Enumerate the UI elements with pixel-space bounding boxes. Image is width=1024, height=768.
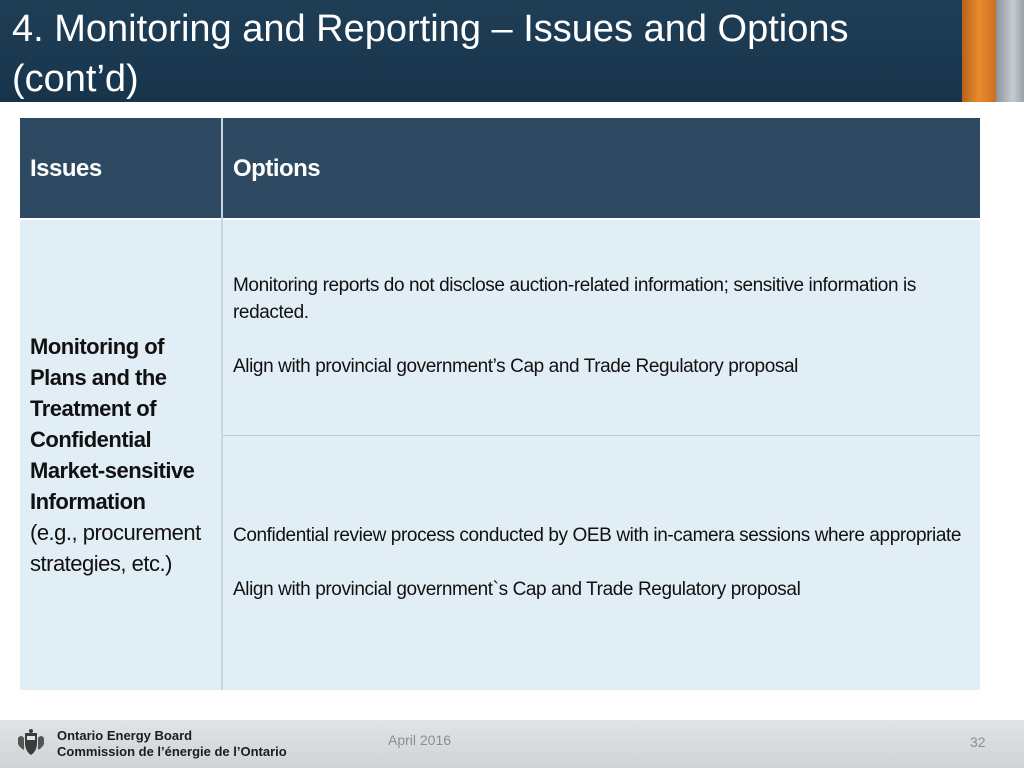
header-issues: Issues [20,118,221,218]
slide-footer [0,720,1024,768]
header-options: Options [223,118,980,218]
issue-title-line: Information [30,489,146,514]
org-name-french: Commission de l’énergie de l’Ontario [57,744,287,759]
issue-cell [20,220,221,690]
issue-example-line: strategies, etc.) [30,551,172,576]
option-paragraph: Align with provincial government’s Cap and Trade Regulatory proposal [233,356,798,377]
issue-title-line: Market-sensitive [30,458,195,483]
page-number: 32 [970,734,986,750]
issue-title-line: Monitoring of [30,334,165,359]
issue-title-line: Confidential [30,427,152,452]
ontario-crest-icon [16,728,46,758]
option-cell-1 [223,220,980,435]
issues-options-table [20,118,980,690]
option-paragraph: Align with provincial government`s Cap and Trade Regulatory proposal [233,579,801,600]
issue-title-line: Treatment of [30,396,157,421]
slide-date: April 2016 [388,732,452,748]
issue-example-line: (e.g., procurement [30,520,201,545]
accent-bar-grey [996,0,1024,102]
org-name-english: Ontario Energy Board [57,728,193,743]
issue-title-line: Plans and the [30,365,167,390]
slide-header [0,0,1024,102]
slide-title: 4. Monitoring and Reporting – Issues and Options (cont’d) [12,8,849,100]
option-paragraph: Confidential review process conducted by OEB with in-camera sessions where appropriate [233,525,962,546]
option-paragraph: Monitoring reports do not disclose auction-related information; sensitive information is redacted. [233,275,916,323]
accent-bar-orange [962,0,996,102]
option-cell-2 [223,436,980,690]
